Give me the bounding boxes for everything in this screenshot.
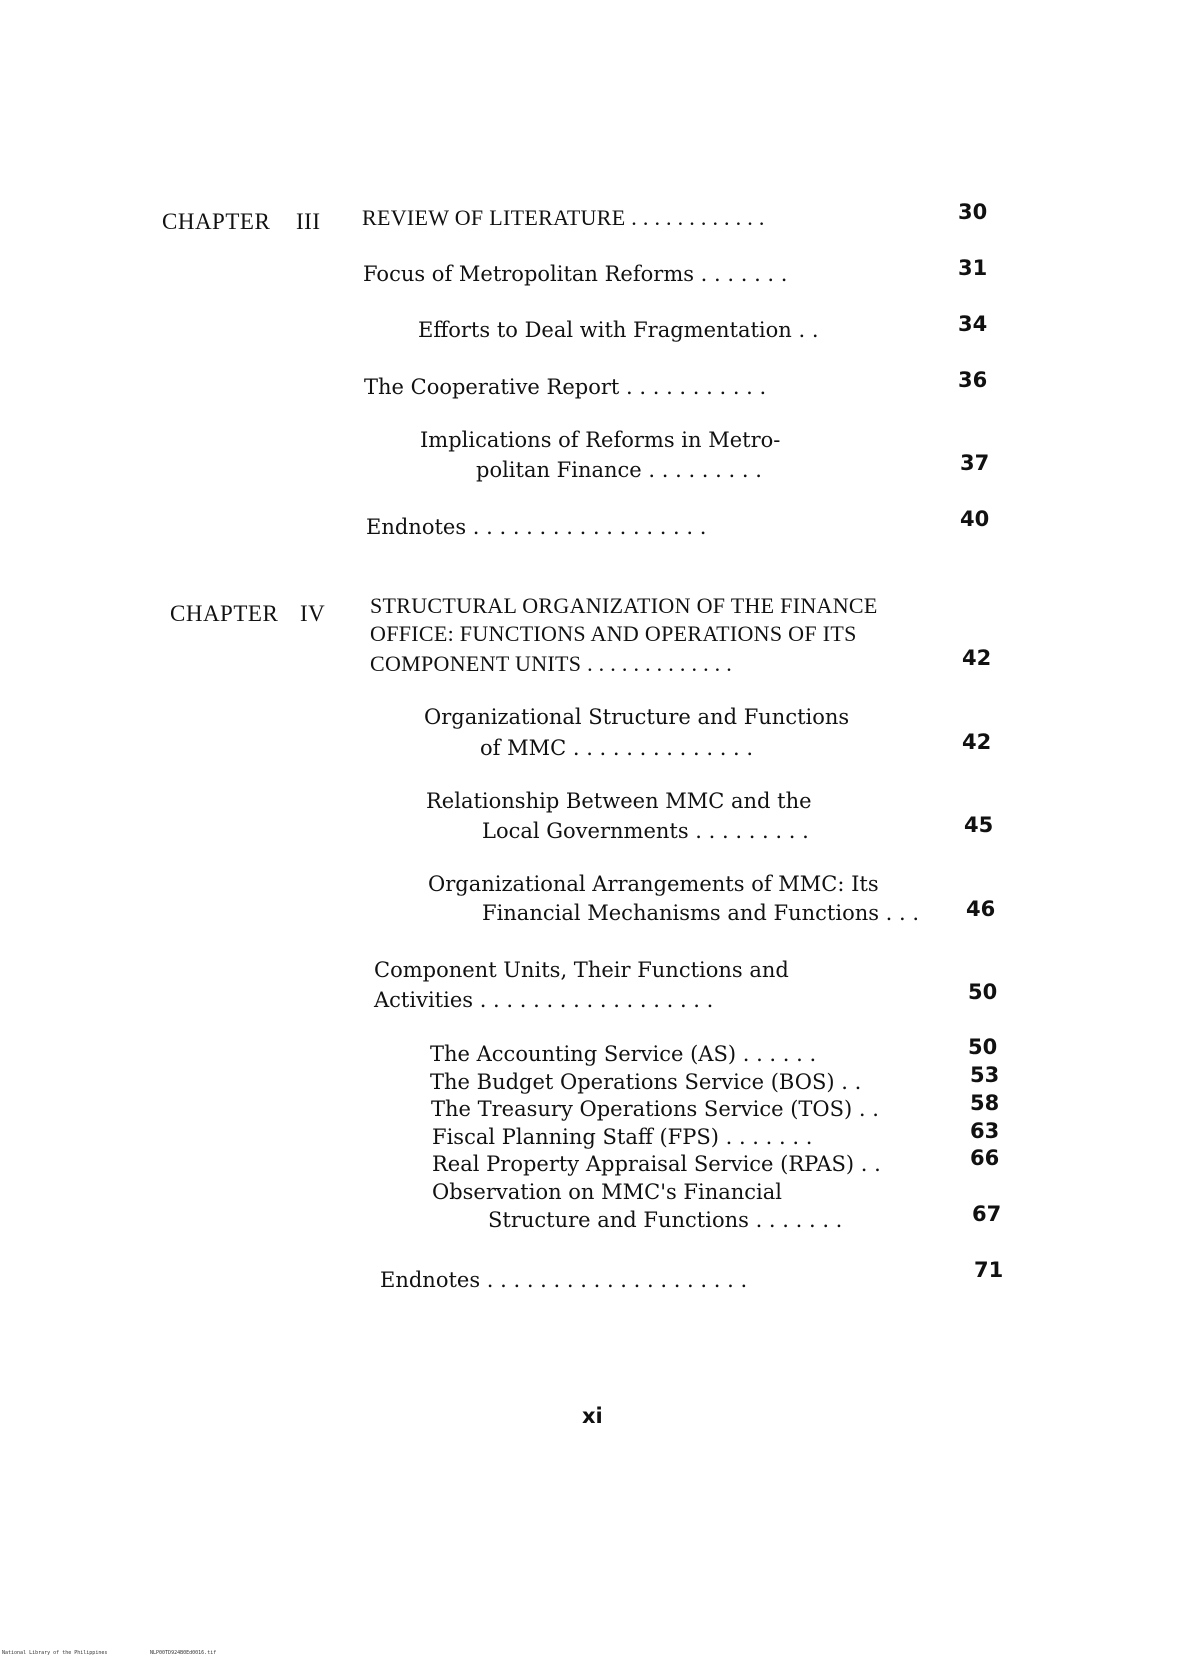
toc-entry-page: 34 [958, 312, 988, 336]
chapter-3-label: CHAPTER [162, 209, 271, 234]
toc-entry: The Accounting Service (AS) . . . . . . [430, 1042, 817, 1066]
toc-entry-page: 67 [972, 1202, 1002, 1226]
toc-entry-line1: Relationship Between MMC and the [426, 789, 812, 813]
toc-entry: Endnotes . . . . . . . . . . . . . . . . . . . . [380, 1268, 748, 1292]
toc-entry-page: 45 [964, 813, 994, 837]
toc-entry: The Budget Operations Service (BOS) . . [430, 1070, 862, 1094]
toc-entry: Efforts to Deal with Fragmentation . . [418, 318, 819, 342]
toc-entry-page: 71 [974, 1258, 1004, 1282]
chapter-4-title-line3: COMPONENT UNITS . . . . . . . . . . . . . [370, 651, 733, 676]
toc-entry-line2: Financial Mechanisms and Functions . . . [482, 901, 920, 925]
toc-entry: Fiscal Planning Staff (FPS) . . . . . . . [432, 1125, 813, 1149]
toc-entry-line1: Implications of Reforms in Metro- [420, 428, 781, 452]
chapter-3-title: REVIEW OF LITERATURE . . . . . . . . . . . . [362, 205, 765, 230]
toc-entry-page: 46 [966, 897, 996, 921]
toc-entry-page: 53 [970, 1063, 1000, 1087]
toc-entry-page: 31 [958, 256, 988, 280]
toc-entry-line2: Structure and Functions . . . . . . . [488, 1208, 843, 1232]
toc-entry: Endnotes . . . . . . . . . . . . . . . . . . [366, 515, 707, 539]
chapter-4-title-line2: OFFICE: FUNCTIONS AND OPERATIONS OF ITS [370, 621, 857, 646]
scan-footer-file: NLP00TD924B0Ed0016.tif [150, 1650, 217, 1656]
toc-entry-line2: Local Governments . . . . . . . . . [482, 819, 809, 843]
scan-footer-library: National Library of the Philippines [2, 1650, 108, 1656]
toc-entry-page: 50 [968, 1035, 998, 1059]
toc-entry-line2: of MMC . . . . . . . . . . . . . . [480, 736, 754, 760]
toc-entry-line1: Component Units, Their Functions and [374, 958, 789, 982]
toc-entry-line1: Observation on MMC's Financial [432, 1180, 782, 1204]
chapter-3-page: 30 [958, 200, 988, 224]
toc-entry: The Cooperative Report . . . . . . . . . . . [364, 375, 767, 399]
toc-entry: Focus of Metropolitan Reforms . . . . . . . [363, 262, 788, 286]
chapter-4-title-line1: STRUCTURAL ORGANIZATION OF THE FINANCE [370, 593, 878, 618]
toc-entry-page: 50 [968, 980, 998, 1004]
toc-entry-page: 36 [958, 368, 988, 392]
toc-entry: Real Property Appraisal Service (RPAS) . . [432, 1152, 881, 1176]
chapter-4-label: CHAPTER [170, 601, 279, 626]
toc-entry-line2: Activities . . . . . . . . . . . . . . . . . . [374, 988, 714, 1012]
toc-entry-page: 40 [960, 507, 990, 531]
toc-entry-page: 42 [962, 730, 992, 754]
chapter-4-numeral: IV [300, 601, 326, 626]
chapter-3-numeral: III [296, 209, 321, 234]
toc-entry-page: 66 [970, 1146, 1000, 1170]
toc-entry-page: 63 [970, 1119, 1000, 1143]
toc-entry-line2: politan Finance . . . . . . . . . [476, 458, 762, 482]
chapter-4-page: 42 [962, 646, 992, 670]
toc-entry-line1: Organizational Structure and Functions [424, 705, 850, 729]
toc-entry-page: 58 [970, 1091, 1000, 1115]
toc-entry: The Treasury Operations Service (TOS) . . [431, 1097, 879, 1121]
toc-entry-line1: Organizational Arrangements of MMC: Its [428, 872, 879, 896]
toc-entry-page: 37 [960, 451, 990, 475]
page-number: xi [582, 1404, 603, 1428]
